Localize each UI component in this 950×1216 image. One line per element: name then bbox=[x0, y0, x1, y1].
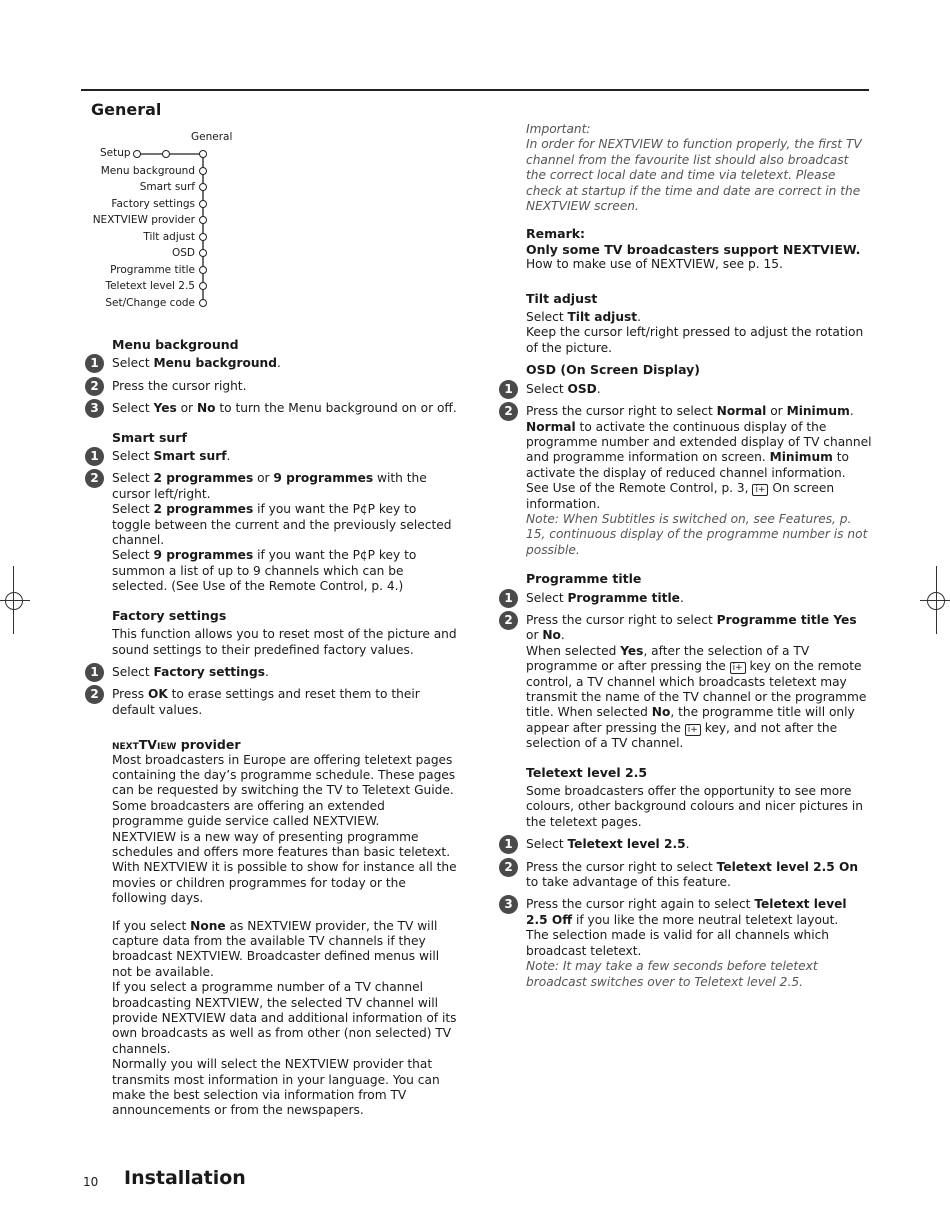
tilt-adjust-heading: Tilt adjust bbox=[526, 290, 598, 306]
nextview-p5: If you select a programme number of a TV channel broadcasting NEXTVIEW, the selected TV channel will provide NEXTVIEW data and additional information of its own broadcasts as well as from other (non selected) TV channels. bbox=[112, 980, 457, 1056]
step-number: 1 bbox=[499, 589, 518, 608]
factory-step-1: 1 Select Factory settings. bbox=[112, 665, 457, 680]
factory-settings-heading: Factory settings bbox=[112, 607, 227, 623]
osd-step-2: 2 Press the cursor right to select Normal or Minimum. Normal to activate the continuous display of the programme number and extended display of TV channel and programme information on screen. Minimum to activate the display of reduced channel information. See Use of the Remote Control, p. 3, i+ On screen information. Note: When Subtitles is switched on, see Features, p. 15, continuous display of the programme number is not possible. bbox=[526, 404, 872, 558]
step-number: 3 bbox=[499, 895, 518, 914]
remark-label: Remark: bbox=[526, 226, 586, 242]
teletext-note: Note: It may take a few seconds before teletext broadcast switches over to Teletext level 2.5. bbox=[526, 959, 818, 989]
programme-title-step-2: 2 Press the cursor right to select Programme title Yes or No. When selected Yes, after the selection of a TV programme or after pressing the i+ key on the remote control, a TV channel which broadcasts teletext may transmit the name of the TV channel or the programme title. When selected No, the programme title will only appear after pressing the i+ key, and not after the selection of a TV channel. bbox=[526, 613, 872, 752]
step-number: 3 bbox=[85, 399, 104, 418]
important-label: Important: bbox=[526, 122, 591, 136]
osd-step-1: 1 Select OSD. bbox=[526, 382, 872, 397]
menu-background-step-3: 3 Select Yes or No to turn the Menu background on or off. bbox=[112, 401, 457, 416]
tree-item-tilt-adjust: Tilt adjust bbox=[143, 231, 195, 243]
step-number: 2 bbox=[85, 469, 104, 488]
tree-item-factory-settings: Factory settings bbox=[111, 198, 195, 210]
tree-node bbox=[199, 299, 207, 307]
tilt-line-2: Keep the cursor left/right pressed to adjust the rotation of the picture. bbox=[526, 325, 864, 355]
important-text: In order for NEXTVIEW to function properly, the first TV channel from the favourite list should also broadcast the correct local date and time via teletext. Please check at startup if the time and date are correct in the NEXTVIEW screen. bbox=[526, 137, 862, 214]
tree-item-programme-title: Programme title bbox=[110, 264, 195, 276]
nextview-p2: Some broadcasters are offering an extended programme guide service called NEXTVIEW. bbox=[112, 798, 385, 829]
tree-node bbox=[199, 249, 207, 257]
teletext-step-1: 1 Select Teletext level 2.5. bbox=[526, 837, 872, 852]
osd-note: Note: When Subtitles is switched on, see Features, p. 15, continuous display of the programme number is not possible. bbox=[526, 511, 868, 557]
step-number: 1 bbox=[85, 447, 104, 466]
nextview-p4: If you select None as NEXTVIEW provider, the TV will capture data from the available TV channels if they broadcast NEXTVIEW. Broadcaster defined menus will not be available. bbox=[112, 918, 440, 979]
step-number: 1 bbox=[85, 663, 104, 682]
menu-background-heading: Menu background bbox=[112, 337, 239, 352]
tree-node bbox=[199, 233, 207, 241]
info-key-icon: i+ bbox=[730, 662, 746, 674]
nextview-p1: Most broadcasters in Europe are offering teletext pages containing the day’s programme schedule. These pages can be requested by switching the TV to Teletext Guide. bbox=[112, 752, 456, 798]
step-number: 1 bbox=[499, 835, 518, 854]
tree-root-label: Setup bbox=[100, 147, 131, 159]
teletext-step-3: 3 Press the cursor right again to select Teletext level 2.5 Off if you like the more neutral teletext layout. The selection made is valid for all channels which broadcast teletext. Note: It may take a few seconds before teletext broadcast switches over to Teletext level 2.5. bbox=[526, 897, 872, 989]
tree-node bbox=[133, 150, 141, 158]
tree-item-menu-background: Menu background bbox=[100, 165, 195, 177]
info-key-icon: i+ bbox=[685, 724, 701, 736]
programme-title-step-1: 1 Select Programme title. bbox=[526, 591, 872, 606]
factory-intro: This function allows you to reset most of the picture and sound settings to their predefined factory values. bbox=[112, 627, 457, 657]
menu-background-step-2: 2 Press the cursor right. bbox=[112, 379, 457, 394]
remark-text: How to make use of NEXTVIEW, see p. 15. bbox=[526, 257, 783, 272]
programme-title-heading: Programme title bbox=[526, 571, 642, 587]
step-number: 1 bbox=[499, 380, 518, 399]
tilt-line-1: Select Tilt adjust. bbox=[526, 310, 641, 325]
remark-bold: Only some TV broadcasters support NEXTVIEW. bbox=[526, 241, 861, 257]
left-column bbox=[90, 337, 457, 1119]
tree-node bbox=[199, 216, 207, 224]
page-title: General bbox=[91, 100, 162, 119]
crop-mark-right-circle bbox=[927, 592, 945, 610]
tree-item-nextview: NEXTVIEW provider bbox=[92, 214, 195, 226]
step-number: 2 bbox=[499, 858, 518, 877]
tree-item-teletext: Teletext level 2.5 bbox=[105, 280, 195, 292]
tree-node bbox=[199, 167, 207, 175]
tree-node bbox=[199, 150, 207, 158]
right-column bbox=[504, 122, 872, 997]
info-key-icon: i+ bbox=[752, 484, 768, 496]
crop-mark-left-circle bbox=[5, 592, 23, 610]
step-number: 2 bbox=[499, 402, 518, 421]
smart-surf-step-2: 2 Select 2 programmes or 9 programmes with the cursor left/right. Select 2 programmes if you want the P¢P key to toggle between the current and the previously selected channel. Select 9 programmes if you want the P¢P key to summon a list of up to 9 channels which can be selected. (See Use of the Remote Control, p. 4.) bbox=[112, 471, 457, 594]
tree-node bbox=[199, 266, 207, 274]
smart-surf-heading: Smart surf bbox=[112, 429, 187, 445]
footer-title: Installation bbox=[124, 1167, 246, 1189]
tree-node bbox=[199, 183, 207, 191]
teletext-intro: Some broadcasters offer the opportunity to see more colours, other background colours and nicer pictures in the teletext pages. bbox=[526, 784, 863, 829]
teletext-step-2: 2 Press the cursor right to select Teletext level 2.5 On to take advantage of this feature. bbox=[526, 860, 872, 891]
tree-node bbox=[199, 282, 207, 290]
smart-surf-step-1: 1 Select Smart surf. bbox=[112, 449, 457, 464]
step-number: 2 bbox=[85, 377, 104, 396]
teletext-heading: Teletext level 2.5 bbox=[526, 764, 648, 780]
page-number: 10 bbox=[83, 1175, 99, 1189]
step-number: 2 bbox=[85, 685, 104, 704]
nextview-p6: Normally you will select the NEXTVIEW provider that transmits most information in your language. You can make the best selection via information from TV announcements or from the newspapers. bbox=[112, 1057, 440, 1118]
tree-item-smart-surf: Smart surf bbox=[139, 181, 195, 193]
menu-background-step-1: 1 Select Menu background. bbox=[112, 356, 457, 371]
tree-item-osd: OSD bbox=[171, 247, 195, 259]
nextview-heading: nextTView provider bbox=[112, 737, 241, 753]
factory-step-2: 2 Press OK to erase settings and reset them to their default values. bbox=[112, 687, 457, 718]
tree-node bbox=[199, 200, 207, 208]
nextview-p3: NEXTVIEW is a new way of presenting programme schedules and offers more features than basic teletext. With NEXTVIEW it is possible to show for instance all the movies or children programmes for today or the following days. bbox=[112, 829, 457, 906]
tree-item-set-change-code: Set/Change code bbox=[105, 297, 195, 309]
osd-heading: OSD (On Screen Display) bbox=[526, 362, 700, 378]
step-number: 2 bbox=[499, 611, 518, 630]
tree-node bbox=[162, 150, 170, 158]
step-number: 1 bbox=[85, 354, 104, 373]
tree-top-label: General bbox=[191, 131, 233, 143]
